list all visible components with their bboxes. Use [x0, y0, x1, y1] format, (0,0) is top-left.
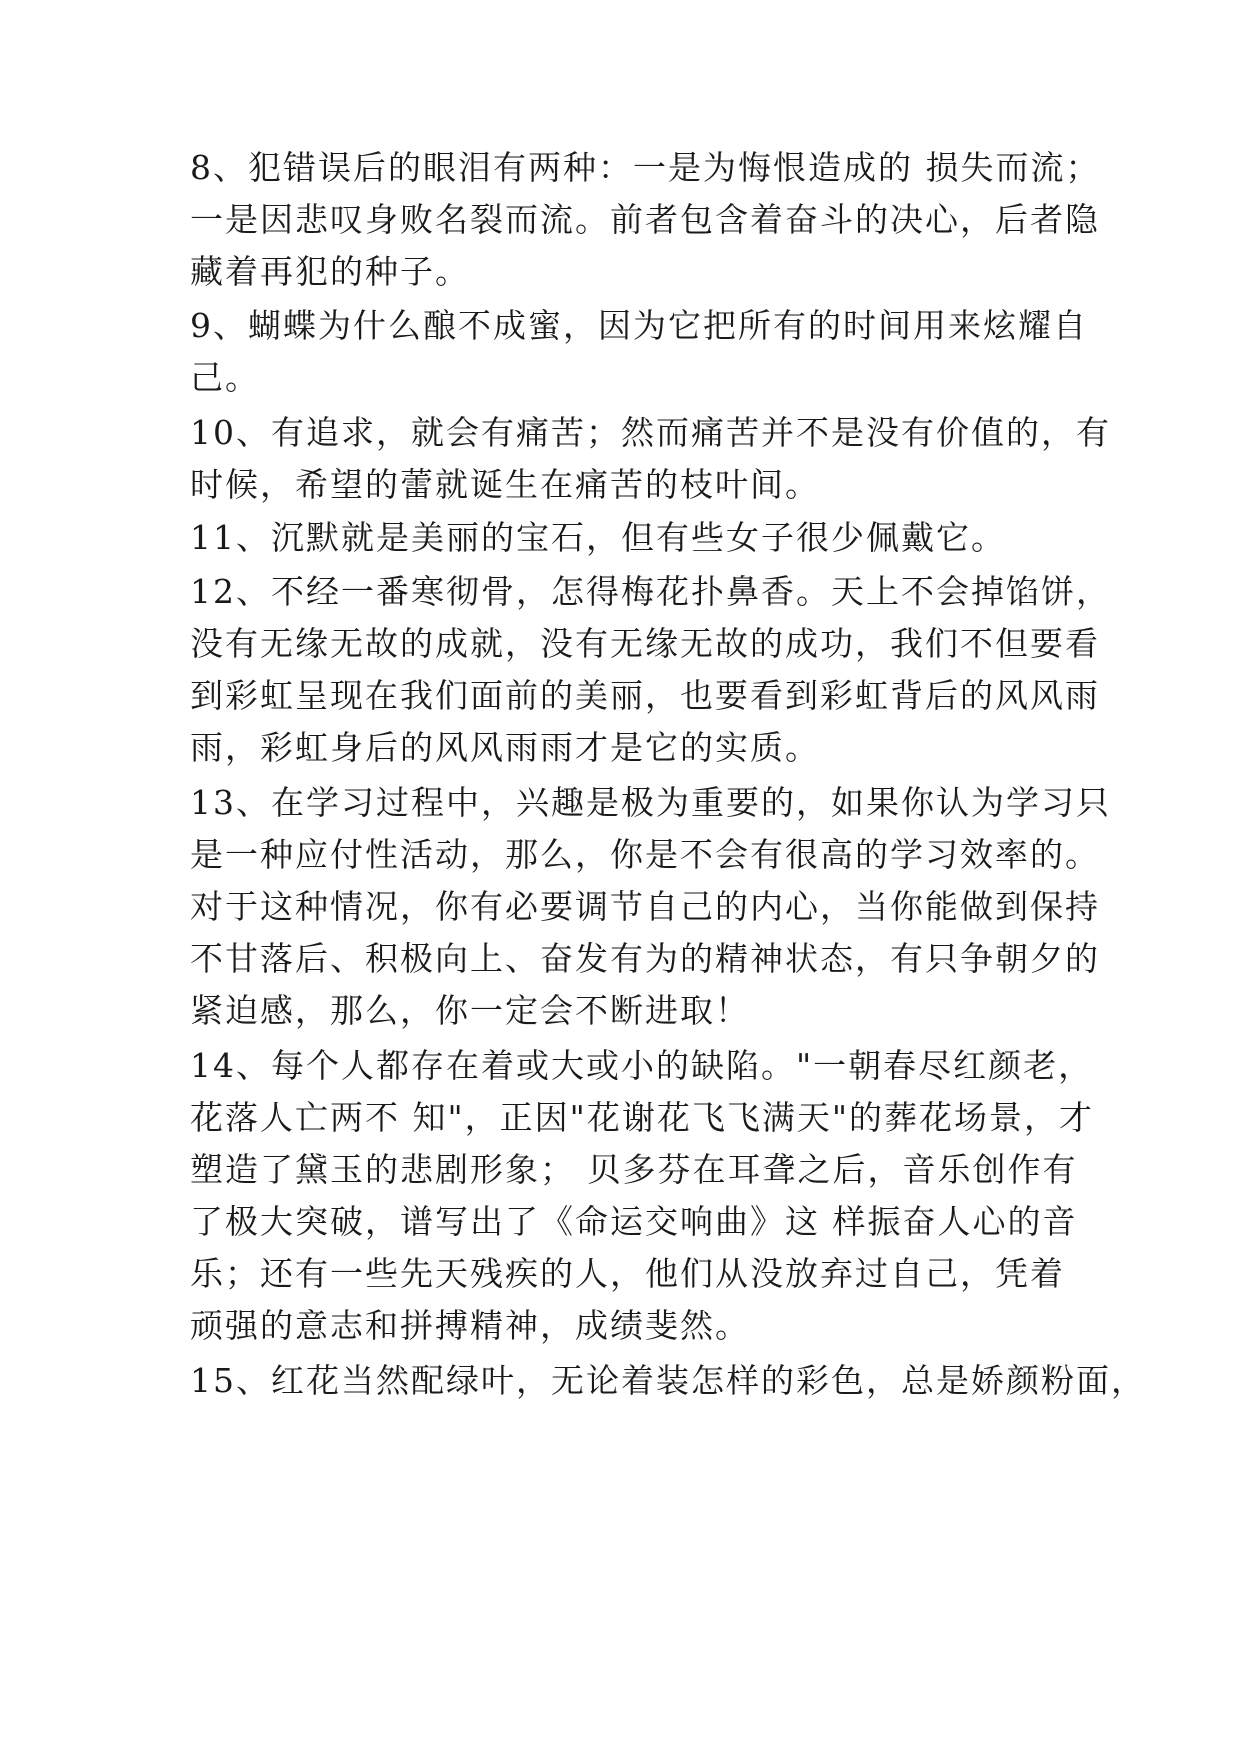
text-line: 己。: [190, 358, 260, 397]
text-line: 14、每个人都存在着或大或小的缺陷。"一朝春尽红颜老，: [190, 1046, 1094, 1085]
text-line: 13、在学习过程中，兴趣是极为重要的，如果你认为学习只: [190, 783, 1111, 822]
text-line: 到彩虹呈现在我们面前的美丽，也要看到彩虹背后的风风雨: [190, 676, 1100, 715]
text-line: 不甘落后、积极向上、奋发有为的精神状态，有只争朝夕的: [190, 939, 1100, 978]
text-line: 乐；还有一些先天残疾的人，他们从没放弃过自己，凭着: [190, 1254, 1065, 1293]
text-line: 15、红花当然配绿叶，无论着装怎样的彩色，总是娇颜粉面，: [190, 1361, 1146, 1400]
text-line: 一是因悲叹身败名裂而流。前者包含着奋斗的决心，后者隐: [190, 200, 1100, 239]
text-line: 时候，希望的蕾就诞生在痛苦的枝叶间。: [190, 465, 820, 504]
text-line: 9、蝴蝶为什么酿不成蜜，因为它把所有的时间用来炫耀自: [190, 306, 1088, 345]
text-line: 10、有追求，就会有痛苦；然而痛苦并不是没有价值的，有: [190, 413, 1111, 452]
text-line: 花落人亡两不 知"，正因"花谢花飞飞满天"的葬花场景，才: [190, 1098, 1095, 1137]
text-line: 藏着再犯的种子。: [190, 252, 470, 291]
text-line: 是一种应付性活动，那么，你是不会有很高的学习效率的。: [190, 835, 1100, 874]
text-line: 紧迫感，那么，你一定会不断进取！: [190, 991, 750, 1030]
text-line: 对于这种情况，你有必要调节自己的内心，当你能做到保持: [190, 887, 1100, 926]
text-line: 塑造了黛玉的悲剧形象； 贝多芬在耳聋之后，音乐创作有: [190, 1150, 1078, 1189]
text-line: 没有无缘无故的成就，没有无缘无故的成功，我们不但要看: [190, 624, 1100, 663]
text-line: 了极大突破，谱写出了《命运交响曲》这 样振奋人心的音: [190, 1202, 1078, 1241]
text-line: 8、犯错误后的眼泪有两种：一是为悔恨造成的 损失而流；: [190, 148, 1101, 187]
text-line: 12、不经一番寒彻骨，怎得梅花扑鼻香。天上不会掉馅饼，: [190, 572, 1111, 611]
text-line: 11、沉默就是美丽的宝石，但有些女子很少佩戴它。: [190, 518, 1006, 557]
text-line: 雨，彩虹身后的风风雨雨才是它的实质。: [190, 728, 820, 767]
text-line: 顽强的意志和拼搏精神，成绩斐然。: [190, 1306, 750, 1345]
